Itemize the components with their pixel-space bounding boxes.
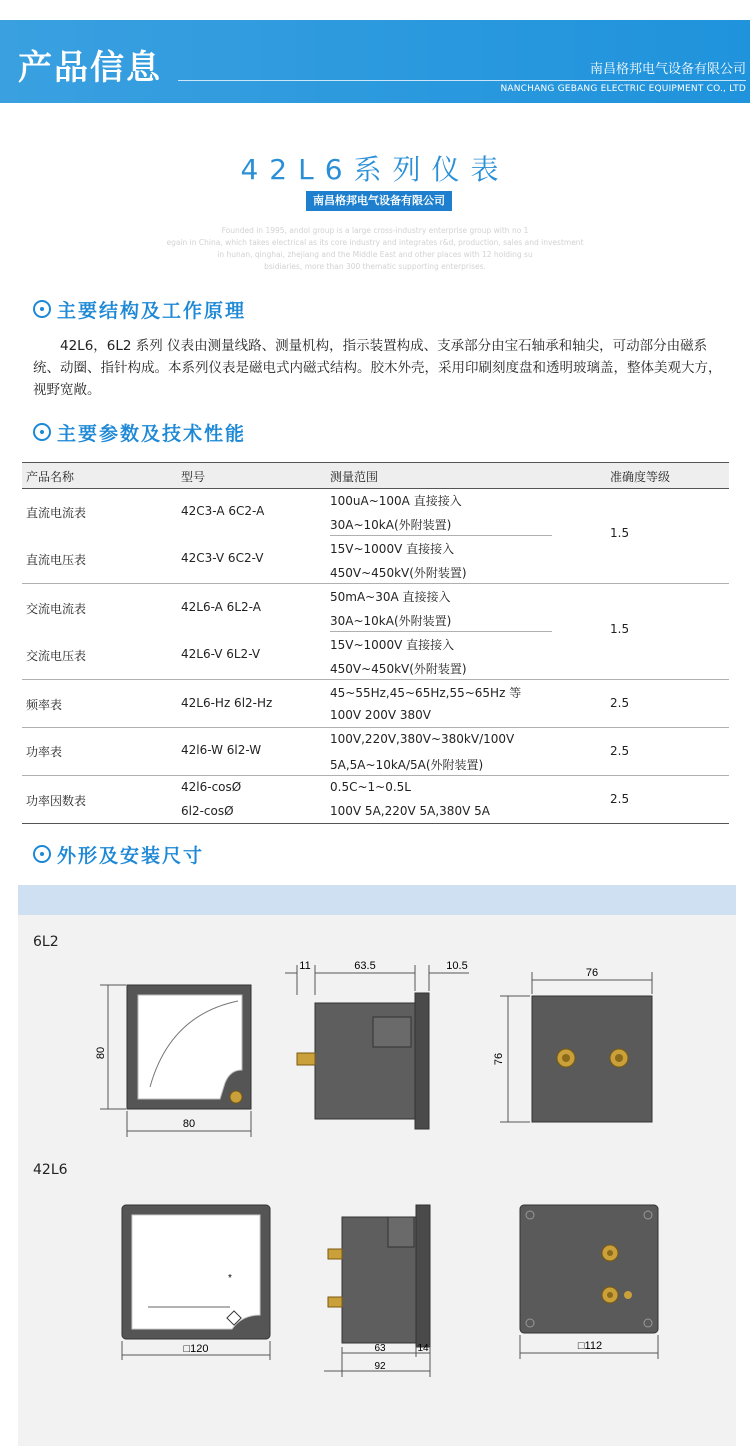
section-structure-heading (33, 296, 246, 323)
section-title: 外形及安装尺寸 (57, 845, 205, 867)
table-cell-name: 功率表 (26, 745, 63, 759)
col-header-grade: 准确度等级 (610, 470, 671, 484)
table-cell-range: 30A~10kA(外附装置) (330, 614, 452, 628)
dim-42l6-front: □120 (183, 1343, 209, 1355)
table-cell-name: 交流电流表 (26, 602, 87, 616)
dim-side-a: 11 (299, 960, 311, 972)
6l2-front-view (90, 975, 260, 1145)
table-cell-range: 100V,220V,380V~380kV/100V (330, 732, 515, 746)
col-header-name: 产品名称 (26, 470, 75, 484)
dim-back-h: 76 (493, 1052, 505, 1066)
target-icon (33, 423, 51, 441)
table-group (22, 584, 729, 680)
table-cell-name: 直流电流表 (26, 506, 87, 520)
dim-42l6-side-a: 63 (374, 1343, 386, 1354)
faded-line: Founded in 1995, andol group is a large cross-industry enterprise group with no 1 (221, 226, 529, 235)
section-title: 主要结构及工作原理 (57, 300, 247, 322)
model-label-6l2: 6L2 (33, 934, 59, 950)
col-header-model: 型号 (181, 470, 206, 484)
faded-line: in hunan, qinghai, zhejiang and the Middle East and other places with 12 holding su (217, 250, 533, 259)
42l6-front-view (110, 1195, 280, 1365)
table-cell-range: 45~55Hz,45~65Hz,55~65Hz 等 (330, 686, 522, 700)
table-cell-range: 30A~10kA(外附装置) (330, 518, 452, 532)
table-cell-grade: 1.5 (610, 526, 630, 540)
section-dimensions-heading (33, 841, 204, 868)
table-cell-model: 42L6-V 6L2-V (181, 647, 261, 661)
dim-front-w: 80 (182, 1118, 196, 1130)
header-banner (0, 20, 750, 103)
table-cell-name: 直流电压表 (26, 553, 87, 567)
table-cell-model: 42C3-V 6C2-V (181, 551, 264, 565)
table-cell-range: 50mA~30A 直接接入 (330, 590, 451, 604)
dim-side-b: 63.5 (354, 960, 376, 972)
product-title: 42L6系列仪表 (240, 153, 510, 186)
params-table (22, 462, 729, 824)
table-cell-name: 功率因数表 (26, 794, 87, 808)
table-cell-range: 450V~450kV(外附装置) (330, 566, 467, 580)
table-group (22, 680, 729, 728)
table-cell-range: 15V~1000V 直接接入 (330, 542, 455, 556)
col-header-range: 测量范围 (330, 470, 379, 484)
row-divider (330, 631, 552, 632)
company-badge: 南昌格邦电气设备有限公司 (306, 191, 452, 211)
faded-intro (150, 225, 600, 273)
dim-front-h: 80 (95, 1046, 107, 1060)
6l2-side-view (285, 955, 475, 1130)
table-cell-range: 15V~1000V 直接接入 (330, 638, 455, 652)
faded-line: egain in China, which takes electrical as its core industry and integrates r&d, production, sales and investment (166, 238, 584, 247)
dim-side-c: 10.5 (446, 960, 468, 972)
section-params-heading (33, 419, 246, 446)
table-group (22, 776, 729, 824)
table-cell-name: 交流电压表 (26, 649, 87, 663)
dim-back-w: 76 (585, 967, 599, 979)
6l2-back-view (488, 960, 668, 1135)
dimension-band (18, 885, 736, 915)
table-cell-model: 42L6-A 6L2-A (181, 600, 261, 614)
header-title: 产品信息 (18, 48, 162, 88)
table-cell-grade: 2.5 (610, 744, 630, 758)
dim-42l6-back: □112 (577, 1340, 603, 1352)
faded-line: bsidiaries, more than 300 thematic supporting enterprises. (264, 262, 486, 271)
target-icon (33, 300, 51, 318)
dim-42l6-side-total: 92 (374, 1361, 386, 1372)
header-divider (178, 80, 746, 81)
table-cell-range: 5A,5A~10kA/5A(外附装置) (330, 758, 484, 772)
table-group (22, 489, 729, 584)
table-cell-model: 42l6-W 6l2-W (181, 743, 262, 757)
company-name-cn: 南昌格邦电气设备有限公司 (589, 62, 746, 77)
table-cell-range: 0.5C~1~0.5L (330, 780, 411, 794)
scale-mark: * (228, 1273, 232, 1284)
42l6-side-view (310, 1195, 450, 1385)
row-divider (330, 535, 552, 536)
42l6-back-view (510, 1195, 670, 1365)
table-cell-model: 42l6-cosØ (181, 780, 242, 794)
table-cell-range: 100uA~100A 直接接入 (330, 494, 462, 508)
section-title: 主要参数及技术性能 (57, 423, 247, 445)
table-cell-grade: 1.5 (610, 622, 630, 636)
dim-42l6-side-b: 14 (417, 1343, 429, 1354)
table-cell-grade: 2.5 (610, 696, 630, 710)
table-header (22, 462, 729, 489)
table-group (22, 728, 729, 776)
table-cell-model: 42C3-A 6C2-A (181, 504, 265, 518)
table-cell-range: 100V 200V 380V (330, 708, 431, 722)
company-name-en: NANCHANG GEBANG ELECTRIC EQUIPMENT CO., LTD (500, 84, 746, 94)
table-cell-name: 频率表 (26, 698, 63, 712)
table-cell-grade: 2.5 (610, 792, 630, 806)
table-cell-range: 100V 5A,220V 5A,380V 5A (330, 804, 490, 818)
table-cell-range: 450V~450kV(外附装置) (330, 662, 467, 676)
table-cell-model: 6l2-cosØ (181, 804, 234, 818)
model-label-42l6: 42L6 (33, 1162, 68, 1178)
paragraph-text: 42L6，6L2 系列 仪表由测量线路、测量机构，指示装置构成、支承部分由宝石轴承和轴尖，可动部分由磁系统、动圈、指针构成。本系列仪表是磁电式内磁式结构。胶木外壳，采用印刷刻度盘和透明玻璃盖，整体美观大方，视野宽敞。 (33, 338, 722, 398)
structure-paragraph (33, 335, 723, 401)
target-icon (33, 845, 51, 863)
table-cell-model: 42L6-Hz 6l2-Hz (181, 696, 273, 710)
